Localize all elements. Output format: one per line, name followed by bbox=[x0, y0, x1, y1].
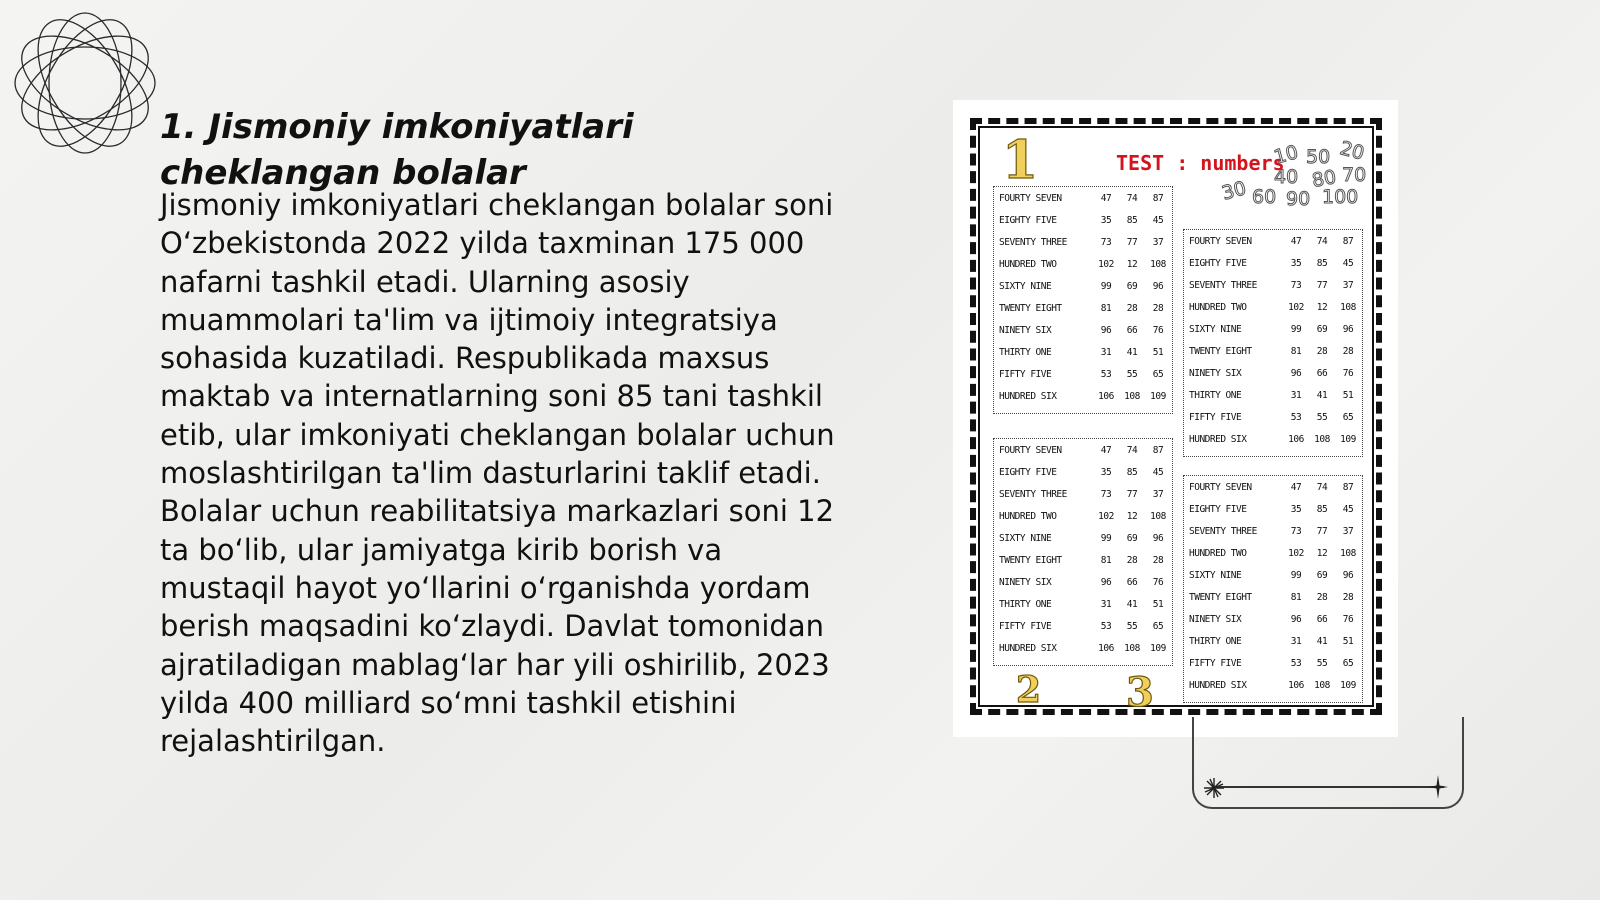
worksheet-row bbox=[1184, 318, 1362, 340]
worksheet-row bbox=[994, 275, 1172, 297]
worksheet-row-number: 85 bbox=[1316, 503, 1328, 515]
worksheet-row-word: SIXTY NINE bbox=[1189, 323, 1242, 335]
worksheet-row-number: 31 bbox=[1100, 598, 1112, 610]
worksheet-row-word: TWENTY EIGHT bbox=[999, 554, 1062, 566]
worksheet-row-number: 65 bbox=[1152, 620, 1164, 632]
worksheet-row-number: 108 bbox=[1340, 547, 1356, 559]
worksheet-row-number: 66 bbox=[1126, 576, 1138, 588]
worksheet-row-number: 87 bbox=[1152, 192, 1164, 204]
worksheet-row bbox=[1184, 520, 1362, 542]
worksheet-row-number: 35 bbox=[1100, 466, 1112, 478]
worksheet-row bbox=[994, 187, 1172, 209]
worksheet-row-word: FOURTY SEVEN bbox=[999, 192, 1062, 204]
worksheet-row bbox=[1184, 652, 1362, 674]
floating-number: 30 bbox=[1219, 177, 1249, 205]
worksheet-row-number: 108 bbox=[1124, 642, 1140, 654]
worksheet-row-number: 45 bbox=[1342, 257, 1354, 269]
worksheet-row-number: 51 bbox=[1152, 346, 1164, 358]
worksheet-row-number: 53 bbox=[1290, 411, 1302, 423]
floating-number: 10 bbox=[1271, 141, 1301, 169]
worksheet-row-word: HUNDRED TWO bbox=[999, 510, 1057, 522]
worksheet-row-number: 41 bbox=[1316, 389, 1328, 401]
worksheet-row bbox=[1184, 608, 1362, 630]
worksheet-row-number: 31 bbox=[1290, 389, 1302, 401]
worksheet-row bbox=[1184, 362, 1362, 384]
worksheet-row bbox=[1184, 340, 1362, 362]
worksheet-row bbox=[994, 593, 1172, 615]
worksheet-row-number: 53 bbox=[1100, 368, 1112, 380]
worksheet-row-number: 65 bbox=[1342, 411, 1354, 423]
worksheet-row bbox=[1184, 476, 1362, 498]
worksheet-row-word: SEVENTY THREE bbox=[1189, 279, 1257, 291]
worksheet-row-number: 81 bbox=[1100, 554, 1112, 566]
sparkle-icon bbox=[1203, 777, 1225, 799]
worksheet-row bbox=[994, 231, 1172, 253]
worksheet-row-word: FOURTY SEVEN bbox=[999, 444, 1062, 456]
worksheet-row-word: FOURTY SEVEN bbox=[1189, 235, 1252, 247]
worksheet-row-number: 66 bbox=[1126, 324, 1138, 336]
worksheet-row-number: 37 bbox=[1342, 279, 1354, 291]
worksheet-row-number: 108 bbox=[1150, 510, 1166, 522]
worksheet-row-word: HUNDRED SIX bbox=[1189, 679, 1247, 691]
worksheet-row bbox=[1184, 384, 1362, 406]
worksheet-row-number: 109 bbox=[1150, 390, 1166, 402]
decorative-line bbox=[1212, 786, 1444, 788]
worksheet-row-number: 106 bbox=[1288, 433, 1304, 445]
worksheet-row-number: 37 bbox=[1152, 488, 1164, 500]
worksheet-row-number: 109 bbox=[1340, 679, 1356, 691]
worksheet-row-number: 51 bbox=[1342, 389, 1354, 401]
worksheet-row-number: 74 bbox=[1126, 444, 1138, 456]
worksheet-row-number: 77 bbox=[1316, 279, 1328, 291]
worksheet-row-number: 96 bbox=[1290, 613, 1302, 625]
worksheet-row-word: THIRTY ONE bbox=[999, 598, 1052, 610]
worksheet-row bbox=[1184, 630, 1362, 652]
worksheet-row-number: 37 bbox=[1342, 525, 1354, 537]
worksheet-row bbox=[994, 461, 1172, 483]
worksheet-row-word: FIFTY FIVE bbox=[1189, 657, 1242, 669]
worksheet-row-word: TWENTY EIGHT bbox=[999, 302, 1062, 314]
decorative-callout-frame bbox=[1192, 717, 1464, 809]
worksheet-row-number: 69 bbox=[1316, 323, 1328, 335]
worksheet-row-word: THIRTY ONE bbox=[1189, 389, 1242, 401]
worksheet-row-number: 102 bbox=[1288, 301, 1304, 313]
worksheet-row bbox=[994, 363, 1172, 385]
worksheet-row-number: 99 bbox=[1100, 280, 1112, 292]
worksheet-row-number: 87 bbox=[1152, 444, 1164, 456]
floating-number: 70 bbox=[1342, 164, 1367, 186]
worksheet-row-word: THIRTY ONE bbox=[999, 346, 1052, 358]
worksheet-row-number: 55 bbox=[1126, 620, 1138, 632]
floating-number: 20 bbox=[1337, 137, 1367, 165]
worksheet-row-number: 96 bbox=[1152, 532, 1164, 544]
worksheet-number-3: 3 bbox=[1126, 669, 1154, 715]
worksheet-row-number: 47 bbox=[1100, 444, 1112, 456]
worksheet-row-number: 74 bbox=[1316, 481, 1328, 493]
worksheet-row-word: FIFTY FIVE bbox=[999, 620, 1052, 632]
worksheet-row-word: FOURTY SEVEN bbox=[1189, 481, 1252, 493]
worksheet-row bbox=[994, 615, 1172, 637]
worksheet-row-number: 53 bbox=[1100, 620, 1112, 632]
worksheet-row-number: 99 bbox=[1100, 532, 1112, 544]
worksheet-row-number: 41 bbox=[1126, 346, 1138, 358]
worksheet-row-number: 51 bbox=[1152, 598, 1164, 610]
worksheet-row-word: SIXTY NINE bbox=[999, 280, 1052, 292]
worksheet-row-number: 28 bbox=[1152, 302, 1164, 314]
worksheet-row-number: 41 bbox=[1316, 635, 1328, 647]
worksheet-row-number: 37 bbox=[1152, 236, 1164, 248]
worksheet-row-number: 81 bbox=[1290, 591, 1302, 603]
worksheet-row-number: 77 bbox=[1126, 236, 1138, 248]
worksheet-row-number: 35 bbox=[1100, 214, 1112, 226]
worksheet-row-number: 55 bbox=[1316, 657, 1328, 669]
worksheet-row-number: 35 bbox=[1290, 503, 1302, 515]
worksheet-row bbox=[1184, 564, 1362, 586]
worksheet-row-word: NINETY SIX bbox=[1189, 613, 1242, 625]
floating-number: 40 bbox=[1274, 166, 1299, 188]
worksheet-row-number: 76 bbox=[1342, 613, 1354, 625]
worksheet-row-number: 28 bbox=[1316, 591, 1328, 603]
worksheet-box-4 bbox=[1183, 475, 1363, 703]
worksheet-row-number: 55 bbox=[1126, 368, 1138, 380]
worksheet-row-number: 108 bbox=[1124, 390, 1140, 402]
worksheet-row-word: HUNDRED SIX bbox=[999, 390, 1057, 402]
worksheet-row-word: HUNDRED SIX bbox=[1189, 433, 1247, 445]
worksheet-number-1: 1 bbox=[1002, 130, 1039, 191]
worksheet-row-number: 12 bbox=[1316, 301, 1328, 313]
worksheet-row-word: HUNDRED TWO bbox=[999, 258, 1057, 270]
worksheet-row bbox=[994, 637, 1172, 659]
worksheet-row-word: EIGHTY FIVE bbox=[999, 214, 1057, 226]
worksheet-row-number: 47 bbox=[1290, 235, 1302, 247]
worksheet-row-number: 12 bbox=[1126, 258, 1138, 270]
worksheet-row-number: 66 bbox=[1316, 367, 1328, 379]
slide-body-text: Jismoniy imkoniyatlari cheklangan bolalar soni O‘zbekistonda 2022 yilda taxminan 175 000 nafarni tashkil etadi. Ularning asosiy muammolari ta'lim va ijtimoiy integratsiya sohasida kuzatiladi. Respublikada maxsus maktab va internatlarning soni 85 tani tashkil etib, ular imkoniyati cheklangan bolalar uchun moslashtirilgan ta'lim dasturlarini taklif etadi. Bolalar uchun reabilitatsiya markazlari soni 12 ta bo‘lib, ular jamiyatga kirib borish va mustaqil hayot yo‘llarini o‘rganishda yordam berish maqsadini ko‘zlaydi. Davlat tomonidan ajratiladigan mablag‘lar har yili oshirilib, 2023 yilda 400 milliard so‘mni tashkil etishini rejalashtirilgan. bbox=[160, 188, 835, 759]
worksheet-row-number: 47 bbox=[1100, 192, 1112, 204]
worksheet-row-word: THIRTY ONE bbox=[1189, 635, 1242, 647]
worksheet-row-word: NINETY SIX bbox=[999, 324, 1052, 336]
worksheet-box-3 bbox=[993, 438, 1173, 666]
worksheet-row-number: 102 bbox=[1288, 547, 1304, 559]
floating-number: 60 bbox=[1252, 186, 1277, 208]
worksheet-row-number: 35 bbox=[1290, 257, 1302, 269]
worksheet-row bbox=[1184, 230, 1362, 252]
worksheet-row-number: 102 bbox=[1098, 258, 1114, 270]
worksheet-row-number: 65 bbox=[1152, 368, 1164, 380]
worksheet-box-2 bbox=[1183, 229, 1363, 457]
worksheet-row-word: FIFTY FIVE bbox=[999, 368, 1052, 380]
worksheet-row-number: 81 bbox=[1100, 302, 1112, 314]
worksheet-row-number: 28 bbox=[1316, 345, 1328, 357]
worksheet-row-number: 55 bbox=[1316, 411, 1328, 423]
worksheet-row bbox=[1184, 296, 1362, 318]
worksheet-row-number: 77 bbox=[1126, 488, 1138, 500]
worksheet-row bbox=[994, 527, 1172, 549]
worksheet-row-number: 31 bbox=[1100, 346, 1112, 358]
worksheet-row-number: 102 bbox=[1098, 510, 1114, 522]
worksheet-title: TEST : numbers bbox=[1116, 151, 1285, 175]
worksheet-row bbox=[1184, 274, 1362, 296]
worksheet-row-word: SIXTY NINE bbox=[999, 532, 1052, 544]
worksheet-row-number: 45 bbox=[1152, 466, 1164, 478]
worksheet-row-word: HUNDRED SIX bbox=[999, 642, 1057, 654]
worksheet-row bbox=[994, 319, 1172, 341]
worksheet-row bbox=[994, 571, 1172, 593]
worksheet-row-word: SIXTY NINE bbox=[1189, 569, 1242, 581]
worksheet-row bbox=[994, 253, 1172, 275]
worksheet-row-number: 96 bbox=[1342, 323, 1354, 335]
worksheet-row-number: 96 bbox=[1100, 576, 1112, 588]
floating-number: 100 bbox=[1322, 186, 1359, 208]
worksheet-row bbox=[1184, 542, 1362, 564]
worksheet-row-word: SEVENTY THREE bbox=[999, 488, 1067, 500]
worksheet-row-word: NINETY SIX bbox=[999, 576, 1052, 588]
worksheet-row-word: TWENTY EIGHT bbox=[1189, 591, 1252, 603]
worksheet-row bbox=[994, 341, 1172, 363]
floating-number: 50 bbox=[1306, 146, 1331, 168]
worksheet-row-number: 28 bbox=[1342, 345, 1354, 357]
worksheet-row-number: 85 bbox=[1126, 466, 1138, 478]
worksheet-row-number: 28 bbox=[1152, 554, 1164, 566]
worksheet-row-word: TWENTY EIGHT bbox=[1189, 345, 1252, 357]
worksheet-row-number: 65 bbox=[1342, 657, 1354, 669]
worksheet-row bbox=[1184, 252, 1362, 274]
worksheet-row-number: 108 bbox=[1340, 301, 1356, 313]
worksheet-row-number: 73 bbox=[1290, 525, 1302, 537]
worksheet-row bbox=[994, 297, 1172, 319]
decorative-ring-icon bbox=[10, 8, 160, 158]
worksheet-row-number: 87 bbox=[1342, 235, 1354, 247]
worksheet-row-number: 69 bbox=[1316, 569, 1328, 581]
worksheet-row-number: 28 bbox=[1342, 591, 1354, 603]
worksheet-row-number: 66 bbox=[1316, 613, 1328, 625]
worksheet-row-number: 85 bbox=[1126, 214, 1138, 226]
worksheet-row-number: 41 bbox=[1126, 598, 1138, 610]
worksheet-row bbox=[994, 385, 1172, 407]
worksheet-row-number: 106 bbox=[1288, 679, 1304, 691]
worksheet-row-number: 47 bbox=[1290, 481, 1302, 493]
worksheet-row-number: 73 bbox=[1290, 279, 1302, 291]
worksheet-row-number: 106 bbox=[1098, 390, 1114, 402]
worksheet-row-number: 96 bbox=[1290, 367, 1302, 379]
worksheet-row-number: 28 bbox=[1126, 302, 1138, 314]
worksheet-row-number: 99 bbox=[1290, 569, 1302, 581]
worksheet-row-number: 45 bbox=[1152, 214, 1164, 226]
worksheet-image bbox=[953, 100, 1398, 737]
worksheet-row-number: 109 bbox=[1340, 433, 1356, 445]
worksheet-row-number: 53 bbox=[1290, 657, 1302, 669]
slide-title: 1. Jismoniy imkoniyatlari cheklangan bolalar bbox=[160, 107, 634, 193]
worksheet-row-number: 108 bbox=[1314, 679, 1330, 691]
worksheet-row-number: 85 bbox=[1316, 257, 1328, 269]
worksheet-row bbox=[1184, 406, 1362, 428]
worksheet-row bbox=[994, 439, 1172, 461]
worksheet-row-number: 76 bbox=[1342, 367, 1354, 379]
worksheet-row-number: 51 bbox=[1342, 635, 1354, 647]
worksheet-row bbox=[1184, 586, 1362, 608]
worksheet-row-number: 99 bbox=[1290, 323, 1302, 335]
worksheet-row-number: 76 bbox=[1152, 576, 1164, 588]
worksheet-row-number: 31 bbox=[1290, 635, 1302, 647]
worksheet-row-number: 96 bbox=[1152, 280, 1164, 292]
floating-number: 80 bbox=[1310, 166, 1338, 192]
worksheet-row bbox=[1184, 674, 1362, 696]
worksheet-row-number: 73 bbox=[1100, 488, 1112, 500]
worksheet-row-word: NINETY SIX bbox=[1189, 367, 1242, 379]
worksheet-row-number: 77 bbox=[1316, 525, 1328, 537]
worksheet-row-word: FIFTY FIVE bbox=[1189, 411, 1242, 423]
worksheet-row-number: 74 bbox=[1126, 192, 1138, 204]
worksheet-row-number: 69 bbox=[1126, 280, 1138, 292]
worksheet-row-number: 12 bbox=[1316, 547, 1328, 559]
worksheet-row-word: SEVENTY THREE bbox=[999, 236, 1067, 248]
worksheet-row-number: 96 bbox=[1100, 324, 1112, 336]
worksheet-row-number: 106 bbox=[1098, 642, 1114, 654]
worksheet-row-number: 96 bbox=[1342, 569, 1354, 581]
worksheet-row-word: HUNDRED TWO bbox=[1189, 301, 1247, 313]
worksheet-row-number: 69 bbox=[1126, 532, 1138, 544]
worksheet-row-number: 12 bbox=[1126, 510, 1138, 522]
worksheet-row-number: 76 bbox=[1152, 324, 1164, 336]
worksheet-row-number: 28 bbox=[1126, 554, 1138, 566]
worksheet-number-2: 2 bbox=[1016, 669, 1042, 711]
worksheet-row bbox=[1184, 428, 1362, 450]
worksheet-row-word: SEVENTY THREE bbox=[1189, 525, 1257, 537]
worksheet-row-number: 109 bbox=[1150, 642, 1166, 654]
worksheet bbox=[970, 118, 1382, 715]
worksheet-row-number: 81 bbox=[1290, 345, 1302, 357]
worksheet-row bbox=[994, 549, 1172, 571]
worksheet-row-word: EIGHTY FIVE bbox=[1189, 257, 1247, 269]
floating-number: 90 bbox=[1286, 188, 1311, 210]
worksheet-row bbox=[994, 483, 1172, 505]
worksheet-row-number: 108 bbox=[1314, 433, 1330, 445]
worksheet-row bbox=[994, 209, 1172, 231]
worksheet-row-word: EIGHTY FIVE bbox=[999, 466, 1057, 478]
worksheet-row-number: 87 bbox=[1342, 481, 1354, 493]
worksheet-row-number: 74 bbox=[1316, 235, 1328, 247]
worksheet-row-number: 45 bbox=[1342, 503, 1354, 515]
worksheet-row-word: HUNDRED TWO bbox=[1189, 547, 1247, 559]
worksheet-row-number: 73 bbox=[1100, 236, 1112, 248]
worksheet-row-word: EIGHTY FIVE bbox=[1189, 503, 1247, 515]
star-icon bbox=[1428, 775, 1448, 799]
worksheet-row-number: 108 bbox=[1150, 258, 1166, 270]
worksheet-box-1 bbox=[993, 186, 1173, 414]
worksheet-row bbox=[1184, 498, 1362, 520]
worksheet-row bbox=[994, 505, 1172, 527]
